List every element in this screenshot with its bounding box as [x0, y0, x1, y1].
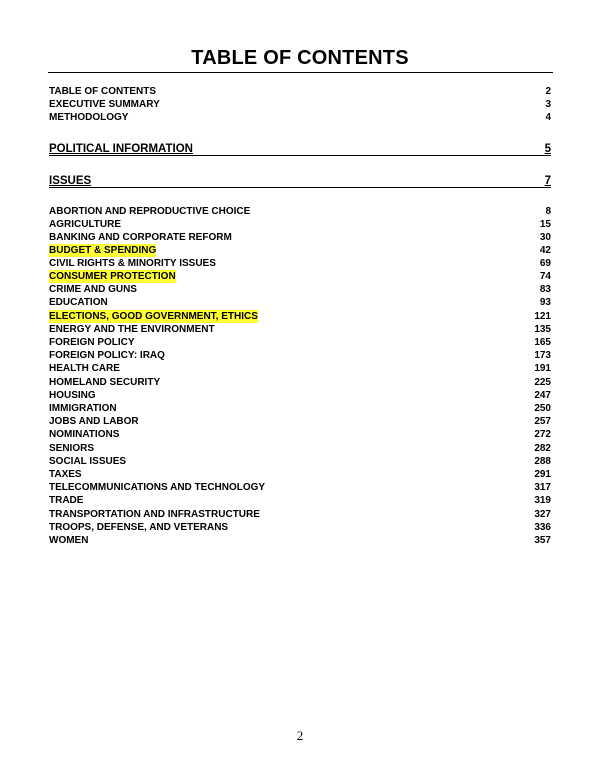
toc-entry-label: HOMELAND SECURITY — [49, 377, 161, 388]
toc-entry-label: HEALTH CARE — [49, 363, 120, 374]
toc-entry-label: IMMIGRATION — [49, 403, 117, 414]
toc-entry-label: EDUCATION — [49, 297, 108, 308]
toc-entry-label: JOBS AND LABOR — [49, 416, 139, 427]
toc-entry-label: NOMINATIONS — [49, 429, 120, 440]
toc-entry-page: 327 — [534, 509, 551, 520]
toc-entry-page: 357 — [534, 535, 551, 546]
toc-entry-label: TRANSPORTATION AND INFRASTRUCTURE — [49, 509, 260, 520]
toc-entry-page: 4 — [545, 112, 551, 123]
toc-entry[interactable] — [49, 270, 551, 283]
toc-entry-label: METHODOLOGY — [49, 112, 129, 123]
toc-entry-page: 282 — [534, 443, 551, 454]
toc-entry-page: 93 — [539, 297, 551, 308]
toc-entry-label: CIVIL RIGHTS & MINORITY ISSUES — [49, 258, 216, 269]
title-rule — [48, 72, 553, 73]
toc-entry[interactable] — [49, 257, 551, 270]
toc-entry-label: TABLE OF CONTENTS — [49, 86, 157, 97]
toc-entry-label: ENERGY AND THE ENVIRONMENT — [49, 324, 215, 335]
toc-entry[interactable] — [49, 362, 551, 375]
toc-entry[interactable] — [49, 98, 551, 111]
toc-entry-label: CRIME AND GUNS — [49, 284, 137, 295]
toc-entry-label: FOREIGN POLICY — [49, 337, 135, 348]
toc-entry-page: 121 — [534, 311, 551, 322]
toc-entry-label: AGRICULTURE — [49, 219, 122, 230]
toc-entry-page: 83 — [539, 284, 551, 295]
toc-entry-label: TRADE — [49, 495, 84, 506]
toc-entry[interactable] — [49, 310, 551, 323]
toc-entry[interactable] — [49, 283, 551, 296]
toc-entry-label: EXECUTIVE SUMMARY — [49, 99, 160, 110]
toc-entry[interactable] — [49, 111, 551, 124]
toc-entry[interactable] — [49, 244, 551, 257]
toc-entry[interactable] — [49, 428, 551, 441]
toc-entry-page: 191 — [534, 363, 551, 374]
toc-entry[interactable] — [49, 296, 551, 309]
toc-entry-page: 319 — [534, 495, 551, 506]
toc-entry-page: 317 — [534, 482, 551, 493]
toc-entry[interactable] — [49, 231, 551, 244]
toc-entry-label: BANKING AND CORPORATE REFORM — [49, 232, 232, 243]
toc-entry[interactable] — [49, 442, 551, 455]
section-underline — [49, 155, 551, 156]
toc-entry[interactable] — [49, 323, 551, 336]
toc-entry[interactable] — [49, 349, 551, 362]
toc-entry-page: 250 — [534, 403, 551, 414]
toc-section-page: 7 — [544, 175, 551, 187]
toc-entry-label: BUDGET & SPENDING — [49, 245, 157, 256]
toc-entry-page: 74 — [539, 271, 551, 282]
toc-entry[interactable] — [49, 534, 551, 547]
section-underline — [49, 187, 551, 188]
toc-entry-page: 2 — [545, 86, 551, 97]
toc-entry-label: ELECTIONS, GOOD GOVERNMENT, ETHICS — [49, 311, 258, 322]
toc-entry-page: 15 — [539, 219, 551, 230]
toc-section-label: ISSUES — [49, 175, 92, 187]
toc-section-issues[interactable] — [49, 174, 551, 189]
toc-entry[interactable] — [49, 521, 551, 534]
toc-entry-page: 225 — [534, 377, 551, 388]
toc-entry-label: TROOPS, DEFENSE, AND VETERANS — [49, 522, 229, 533]
toc-entry-page: 30 — [539, 232, 551, 243]
toc-entry[interactable] — [49, 218, 551, 231]
toc-entry-label: SOCIAL ISSUES — [49, 456, 127, 467]
toc-section-page: 5 — [544, 143, 551, 155]
page-title: TABLE OF CONTENTS — [191, 47, 409, 69]
toc-entry-page: 165 — [534, 337, 551, 348]
toc-entry-label: CONSUMER PROTECTION — [49, 271, 176, 282]
toc-entry[interactable] — [49, 85, 551, 98]
toc-entry-page: 288 — [534, 456, 551, 467]
toc-entry[interactable] — [49, 389, 551, 402]
toc-entry-page: 8 — [545, 206, 551, 217]
toc-entry-label: HOUSING — [49, 390, 96, 401]
toc-entry[interactable] — [49, 468, 551, 481]
toc-entry[interactable] — [49, 494, 551, 507]
toc-entry-label: TAXES — [49, 469, 82, 480]
toc-entry-page: 135 — [534, 324, 551, 335]
toc-entry[interactable] — [49, 415, 551, 428]
toc-entry-label: SENIORS — [49, 443, 95, 454]
toc-section-label: POLITICAL INFORMATION — [49, 143, 193, 155]
toc-entry-page: 291 — [534, 469, 551, 480]
toc-entry-page: 272 — [534, 429, 551, 440]
toc-entry-page: 257 — [534, 416, 551, 427]
toc-entry-page: 42 — [539, 245, 551, 256]
toc-entry-label: FOREIGN POLICY: IRAQ — [49, 350, 165, 361]
toc-entry-page: 336 — [534, 522, 551, 533]
toc-entry-page: 3 — [545, 99, 551, 110]
toc-entry[interactable] — [49, 402, 551, 415]
toc-entry[interactable] — [49, 508, 551, 521]
toc-entry[interactable] — [49, 481, 551, 494]
toc-entry-page: 247 — [534, 390, 551, 401]
toc-entry[interactable] — [49, 455, 551, 468]
toc-entry-label: WOMEN — [49, 535, 89, 546]
page-number: 2 — [296, 728, 304, 743]
toc-entry[interactable] — [49, 205, 551, 218]
toc-entry-page: 69 — [539, 258, 551, 269]
toc-entry[interactable] — [49, 336, 551, 349]
toc-section-political-information[interactable] — [49, 142, 551, 157]
toc-entry[interactable] — [49, 376, 551, 389]
toc-entry-label: TELECOMMUNICATIONS AND TECHNOLOGY — [49, 482, 266, 493]
toc-entry-label: ABORTION AND REPRODUCTIVE CHOICE — [49, 206, 251, 217]
toc-entry-page: 173 — [534, 350, 551, 361]
